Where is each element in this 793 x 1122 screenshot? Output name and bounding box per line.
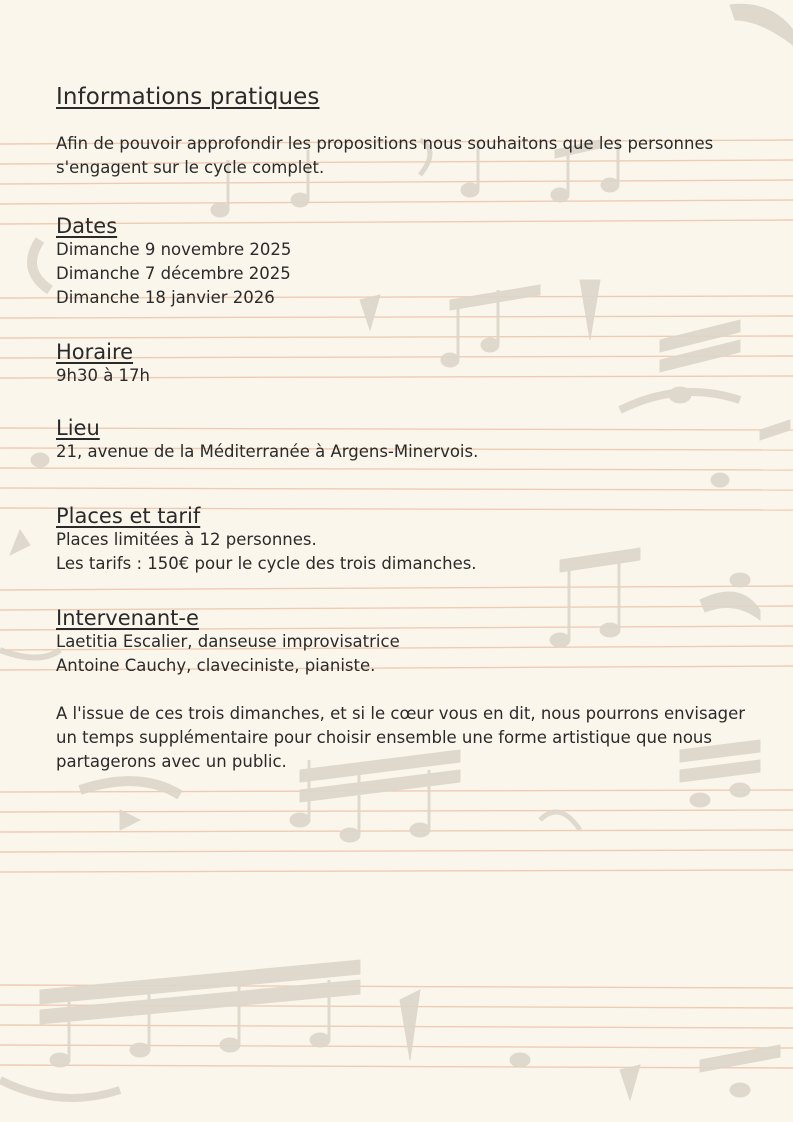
date-line: Dimanche 18 janvier 2026 xyxy=(56,288,275,307)
places-heading: Places et tarif xyxy=(56,504,201,528)
intro-paragraph: Afin de pouvoir approfondir les propositions nous souhaitons que les personnes s'engagent sur le cycle complet. xyxy=(56,134,714,177)
places-line: Places limitées à 12 personnes. xyxy=(56,530,317,549)
speaker-line: Laetitia Escalier, danseuse improvisatrice xyxy=(56,632,400,651)
page-title: Informations pratiques xyxy=(56,84,320,110)
places-section xyxy=(56,504,768,576)
date-line: Dimanche 7 décembre 2025 xyxy=(56,264,291,283)
places-line: Les tarifs : 150€ pour le cycle des trois dimanches. xyxy=(56,554,477,573)
dates-heading: Dates xyxy=(56,214,118,238)
speakers-section xyxy=(56,606,768,678)
location-heading: Lieu xyxy=(56,416,100,440)
schedule-line: 9h30 à 17h xyxy=(56,366,151,385)
closing-paragraph: A l'issue de ces trois dimanches, et si le cœur vous en dit, nous pourrons envisager un temps supplémentaire pour choisir ensemble une forme artistique que nous partagerons avec un public. xyxy=(56,704,746,771)
schedule-heading: Horaire xyxy=(56,340,134,364)
location-section xyxy=(56,416,768,464)
schedule-section xyxy=(56,340,768,388)
speaker-line: Antoine Cauchy, claveciniste, pianiste. xyxy=(56,656,376,675)
location-line: 21, avenue de la Méditerranée à Argens-Minervois. xyxy=(56,442,479,461)
date-line: Dimanche 9 novembre 2025 xyxy=(56,240,292,259)
practical-info xyxy=(56,84,768,774)
speakers-heading: Intervenant-e xyxy=(56,606,199,630)
dates-section xyxy=(56,214,768,310)
